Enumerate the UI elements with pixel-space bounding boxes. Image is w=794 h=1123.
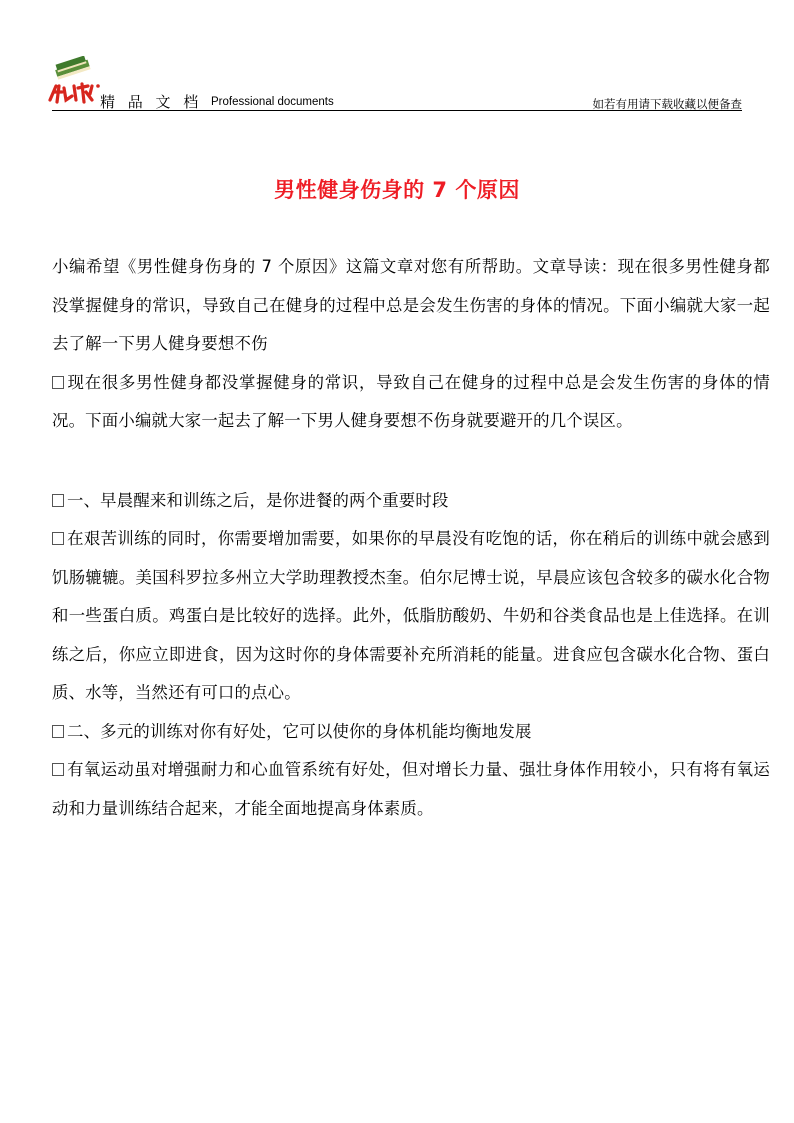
- missing-glyph-box: [52, 763, 64, 776]
- paragraph-text: 有氧运动虽对增强耐力和心血管系统有好处，但对增长力量、强壮身体作用较小，只有将有氧运动和力量训练结合起来，才能全面地提高身体素质。: [52, 760, 770, 818]
- document-body: [52, 248, 770, 828]
- missing-glyph-box: [52, 494, 64, 507]
- missing-glyph-box: [52, 532, 64, 545]
- page-header: [0, 0, 794, 120]
- intro-paragraph: 小编希望《男性健身伤身的 7 个原因》这篇文章对您有所帮助。文章导读：现在很多男性健身都没掌握健身的常识，导致自己在健身的过程中总是会发生伤害的身体的情况。下面小编就大家一起去了解一下男人健身要想不伤: [52, 257, 770, 353]
- section-heading: [52, 713, 770, 752]
- section-heading: [52, 482, 770, 521]
- header-note: 如若有用请下载收藏以便备查: [592, 97, 742, 111]
- brand-name-en: Professional documents: [211, 96, 334, 108]
- paragraph: [52, 520, 770, 713]
- paragraph: [52, 751, 770, 828]
- blank-line: [52, 441, 770, 482]
- header-divider: [52, 110, 742, 111]
- paragraph-text: 现在很多男性健身都没掌握健身的常识，导致自己在健身的过程中总是会发生伤害的身体的情况。下面小编就大家一起去了解一下男人健身要想不伤身就要避开的几个误区。: [52, 372, 770, 430]
- section-heading-text: 一、早晨醒来和训练之后，是你进餐的两个重要时段: [67, 490, 449, 510]
- document-title: 男性健身伤身的 7 个原因: [274, 178, 520, 203]
- brand-name-cn: 精 品 文 档: [100, 93, 203, 111]
- book-logo-icon: [46, 56, 102, 106]
- paragraph: [52, 364, 770, 441]
- paragraph-text: 在艰苦训练的同时，你需要增加需要，如果你的早晨没有吃饱的话，你在稍后的训练中就会感到饥肠辘辘。美国科罗拉多州立大学助理教授杰奎。伯尔尼博士说，早晨应该包含较多的碳水化合物和一些蛋白质。鸡蛋白是比较好的选择。此外，低脂肪酸奶、牛奶和谷类食品也是上佳选择。在训练之后，你应立即进食，因为这时你的身体需要补充所消耗的能量。进食应包含碳水化合物、蛋白质、水等，当然还有可口的点心。: [52, 529, 770, 702]
- missing-glyph-box: [52, 376, 64, 389]
- missing-glyph-box: [52, 725, 64, 738]
- section-heading-text: 二、多元的训练对你有好处，它可以使你的身体机能均衡地发展: [67, 721, 532, 741]
